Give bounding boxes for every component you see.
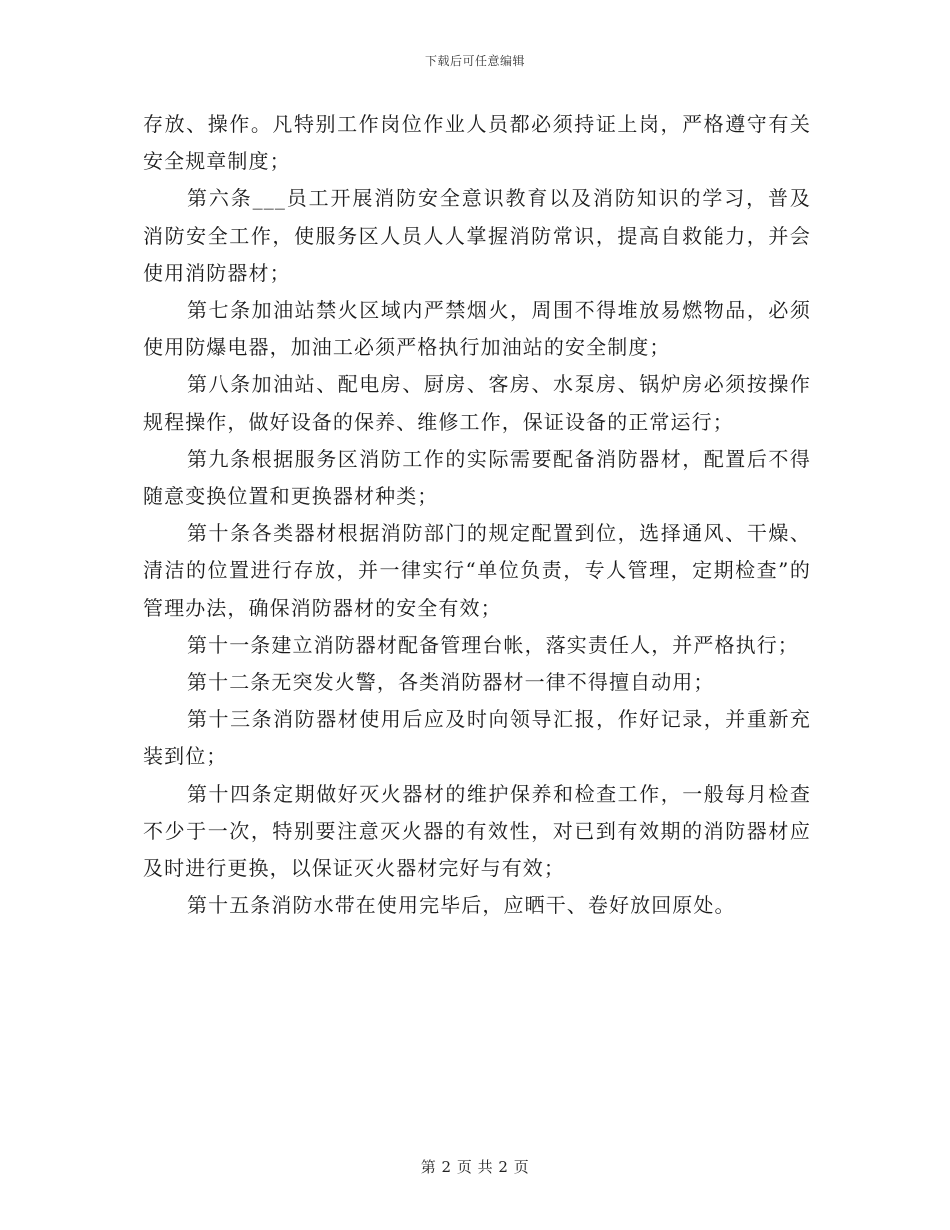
- page-header: 下载后可任意编辑: [424, 54, 525, 68]
- article-13: 第十三条消防器材使用后应及时向领导汇报，作好记录，并重新充装到位；: [143, 707, 811, 769]
- article-15: 第十五条消防水带在使用完毕后，应晒干、卷好放回原处。: [187, 893, 736, 918]
- page-number-footer: 第 2 页 共 2 页: [420, 1158, 530, 1176]
- article-7: 第七条加油站禁火区域内严禁烟火，周围不得堆放易燃物品，必须使用防爆电器，加油工必须严格执行加油站的安全制度；: [143, 298, 811, 360]
- article-8: 第八条加油站、配电房、厨房、客房、水泵房、锅炉房必须按操作规程操作，做好设备的保养、维修工作，保证设备的正常运行；: [143, 372, 811, 434]
- article-9: 第九条根据服务区消防工作的实际需要配备消防器材，配置后不得随意变换位置和更换器材种类；: [143, 446, 811, 509]
- document-body: [143, 106, 811, 924]
- article-12: 第十二条无突发火警，各类消防器材一律不得擅自动用；: [187, 670, 715, 695]
- article-10: 第十条各类器材根据消防部门的规定配置到位，选择通风、干燥、清洁的位置进行存放，并一律实行“单位负责，专人管理，定期检查”的管理办法，确保消防器材的安全有效；: [143, 521, 811, 620]
- article-6: 第六条___员工开展消防安全意识教育以及消防知识的学习，普及消防安全工作，使服务区人员人人掌握消防常识，提高自救能力，并会使用消防器材；: [143, 186, 811, 285]
- paragraph-continuation: 存放、操作。凡特别工作岗位作业人员都必须持证上岗，严格遵守有关安全规章制度；: [143, 112, 811, 174]
- article-11: 第十一条建立消防器材配备管理台帐，落实责任人，并严格执行；: [187, 632, 799, 657]
- article-14: 第十四条定期做好灭火器材的维护保养和检查工作，一般每月检查不少于一次，特别要注意灭火器的有效性，对已到有效期的消防器材应及时进行更换，以保证灭火器材完好与有效；: [143, 781, 811, 881]
